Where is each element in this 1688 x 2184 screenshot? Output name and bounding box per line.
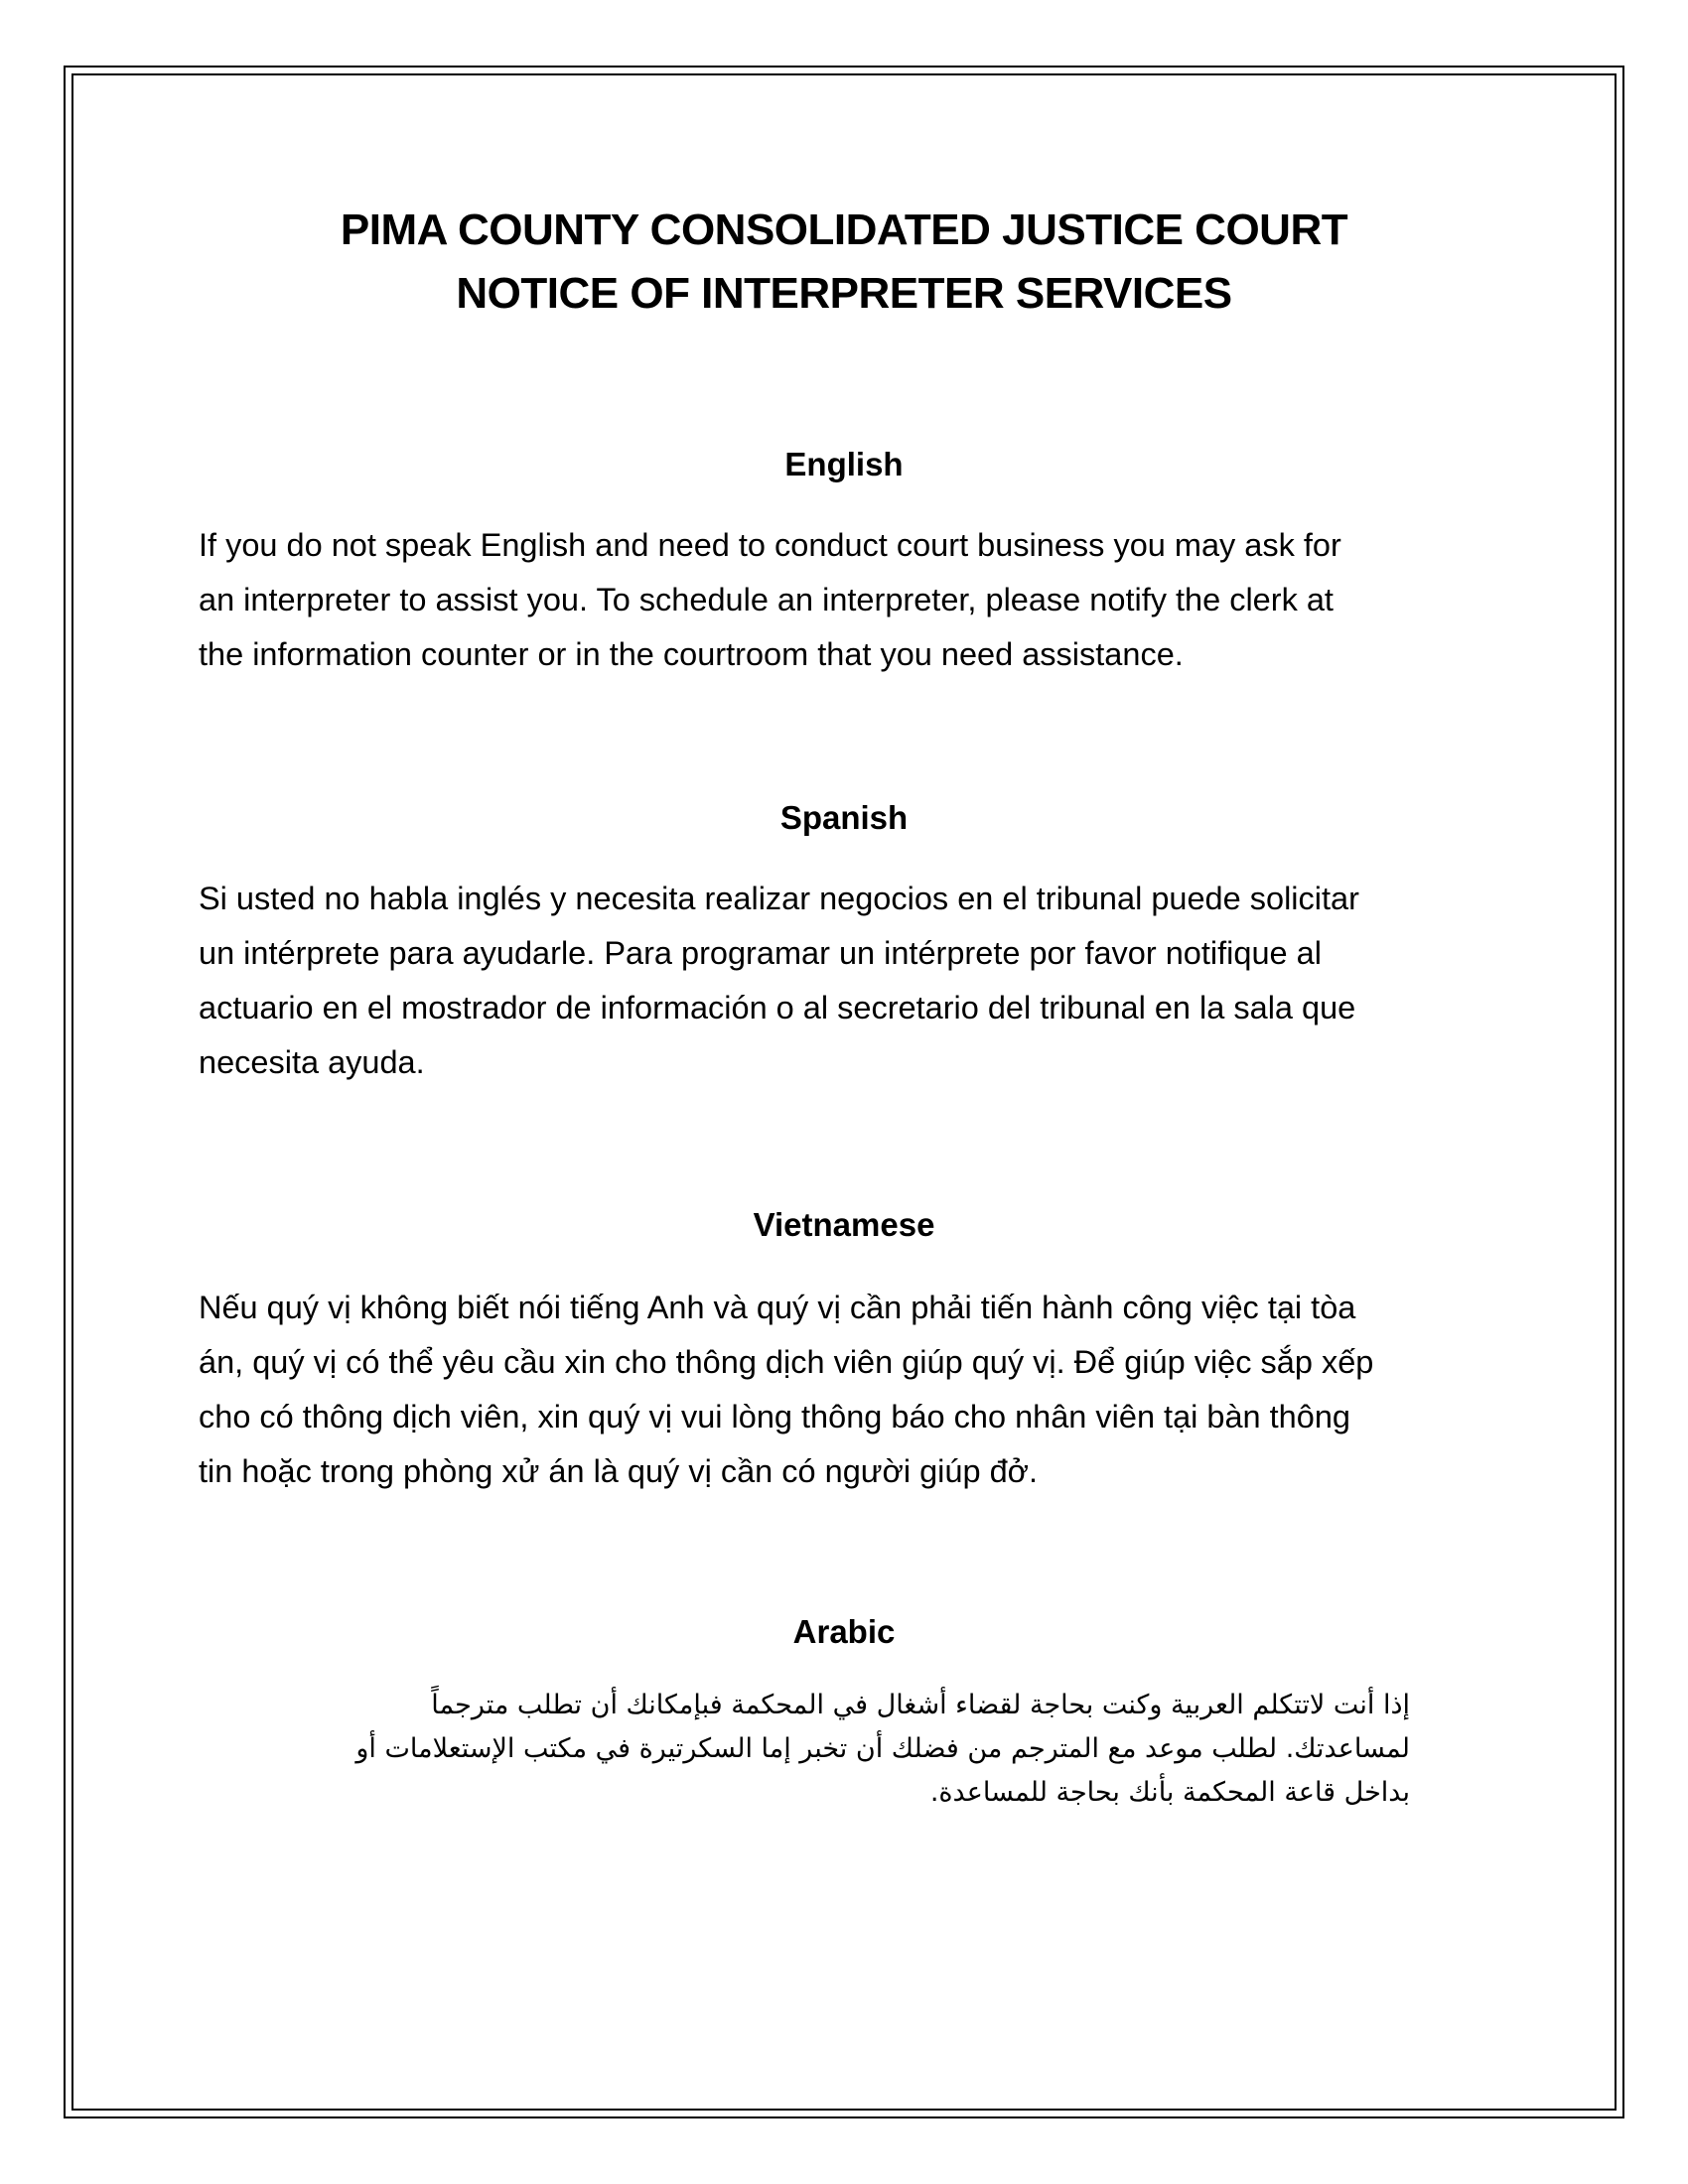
- text-line: necesita ayuda.: [199, 1044, 425, 1080]
- section-body-vietnamese: [199, 1281, 1509, 1499]
- section-body-spanish: [199, 872, 1509, 1090]
- text-line: If you do not speak English and need to conduct court business you may ask for: [199, 527, 1341, 563]
- text-line: an interpreter to assist you. To schedule an interpreter, please notify the clerk at: [199, 582, 1334, 617]
- text-line: the information counter or in the courtroom that you need assistance.: [199, 636, 1184, 672]
- text-line: لمساعدتك. لطلب موعد مع المترجم من فضلك أن تخبر إما السكرتيرة في مكتب الإستعلامات أو: [355, 1733, 1410, 1764]
- text-line: إذا أنت لاتتكلم العربية وكنت بحاجة لقضاء أشغال في المحكمة فبإمكانك أن تطلب مترجماً: [431, 1690, 1410, 1720]
- text-line: actuario en el mostrador de información o al secretario del tribunal en la sala que: [199, 990, 1356, 1025]
- text-line: Si usted no habla inglés y necesita realizar negocios en el tribunal puede solicitar: [199, 881, 1359, 916]
- text-line: tin hoặc trong phòng xử án là quý vị cần có người giúp đở.: [199, 1453, 1038, 1489]
- section-body-english: [199, 518, 1509, 682]
- section-heading-english: English: [784, 446, 904, 482]
- page-title-line-2: NOTICE OF INTERPRETER SERVICES: [456, 269, 1232, 318]
- text-line: بداخل قاعة المحكمة بأنك بحاجة للمساعدة.: [929, 1777, 1410, 1808]
- text-line: Nếu quý vị không biết nói tiếng Anh và quý vị cần phải tiến hành công việc tại tòa: [199, 1290, 1356, 1325]
- section-heading-spanish: Spanish: [779, 799, 909, 836]
- section-heading-vietnamese: Vietnamese: [753, 1206, 935, 1243]
- text-line: cho có thông dịch viên, xin quý vị vui lòng thông báo cho nhân viên tại bàn thông: [199, 1399, 1350, 1434]
- section-body-arabic: [258, 1684, 1410, 1815]
- text-line: un intérprete para ayudarle. Para programar un intérprete por favor notifique al: [199, 935, 1322, 971]
- text-line: án, quý vị có thể yêu cầu xin cho thông dịch viên giúp quý vị. Để giúp việc sắp xếp: [199, 1344, 1374, 1380]
- section-heading-arabic: Arabic: [792, 1613, 896, 1650]
- page-title-line-1: PIMA COUNTY CONSOLIDATED JUSTICE COURT: [340, 205, 1348, 254]
